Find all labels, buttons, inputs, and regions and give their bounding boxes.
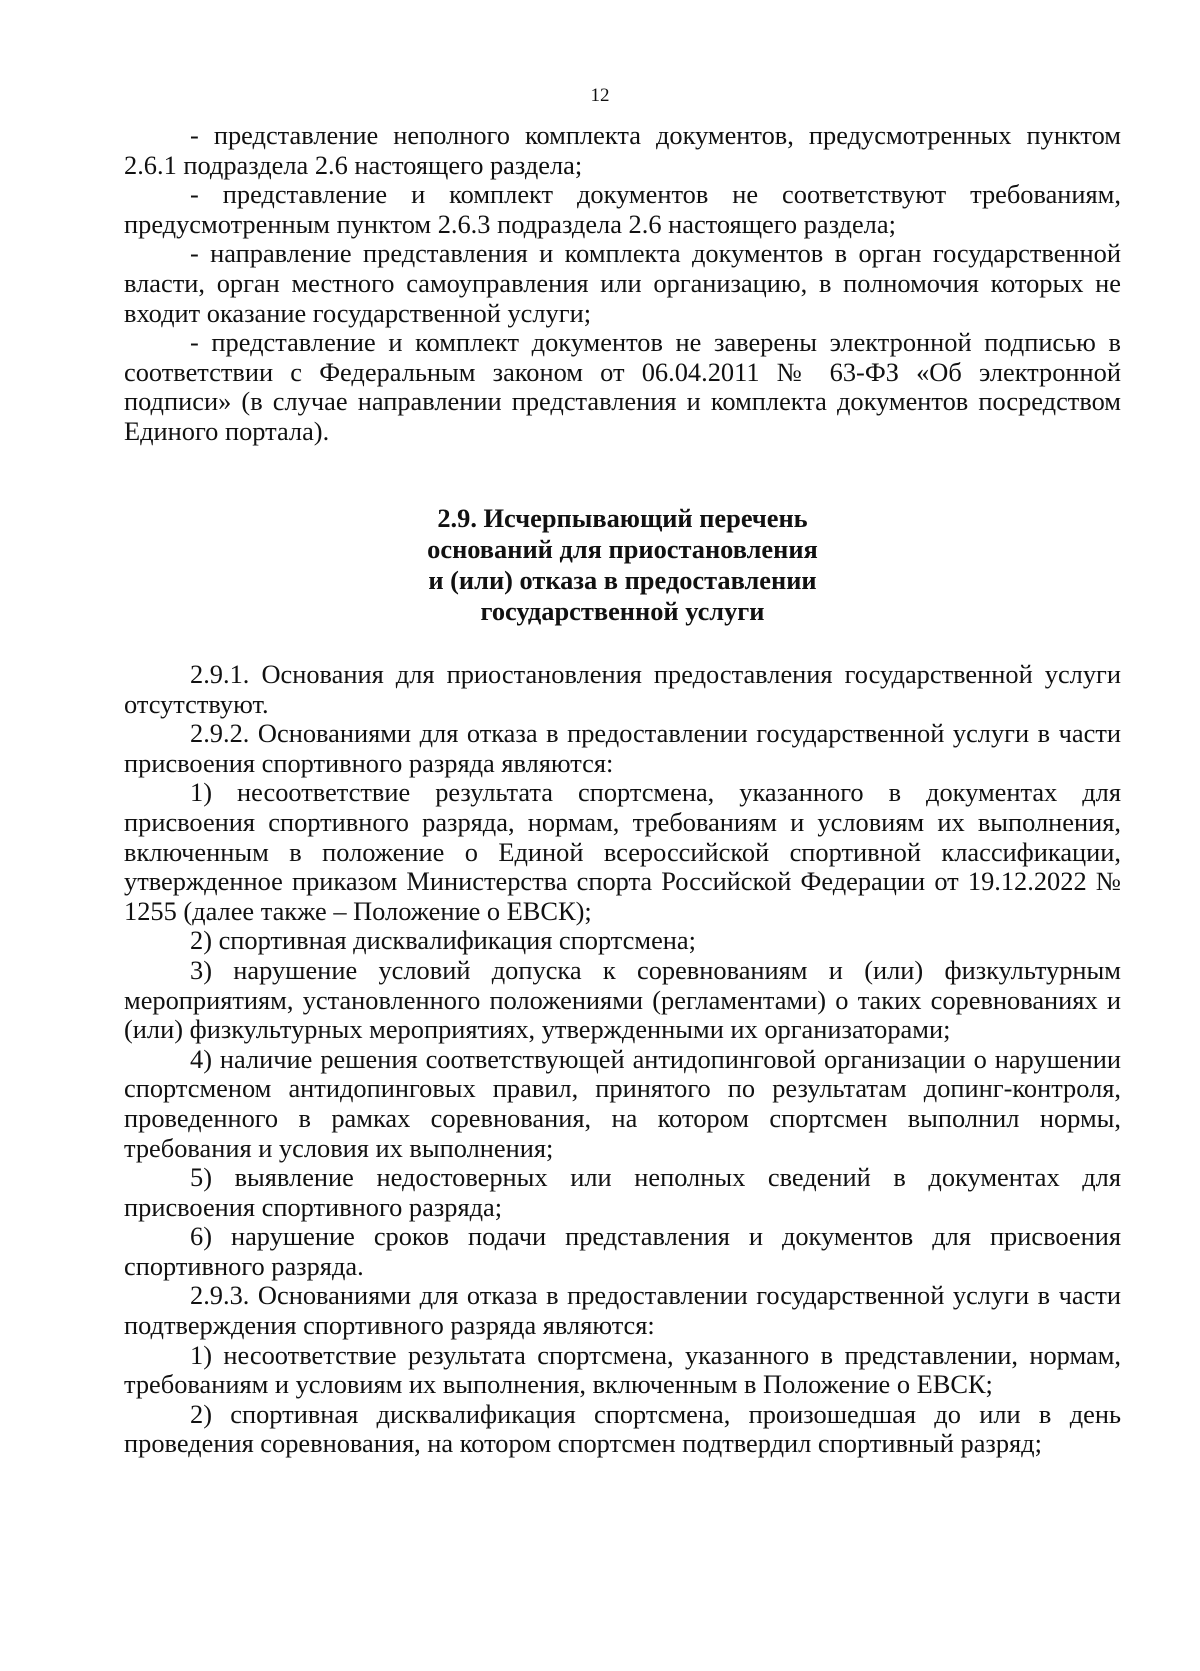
heading-line: оснований для приостановления	[427, 534, 818, 564]
heading-line: государственной услуги	[480, 596, 765, 626]
clause-2-9-2: 2.9.2. Основаниями для отказа в предоставлении государственной услуги в части присвоения спортивного разряда являются:	[124, 718, 1121, 778]
list-item: 2) спортивная дисквалификация спортсмена;	[190, 925, 696, 956]
clause-2-9-3: 2.9.3. Основаниями для отказа в предоставлении государственной услуги в части подтверждения спортивного разряда являются:	[124, 1280, 1121, 1341]
page-number: 12	[590, 85, 610, 106]
list-item: 3) нарушение условий допуска к соревнованиям и (или) физкультурным мероприятиям, установленного положениями (регламентами) о таких соревнованиях и (или) физкультурных мероприятиях, утвержденными их организаторами;	[124, 954, 1121, 1045]
grounds-list-continuation	[124, 121, 1121, 447]
section-heading	[124, 503, 1121, 627]
list-item: 5) выявление недостоверных или неполных сведений в документах для присвоения спортивного разряда;	[124, 1162, 1121, 1222]
list-item: 2) спортивная дисквалификация спортсмена, произошедшая до или в день проведения соревнования, на котором спортсмен подтвердил спортивный разряд;	[124, 1398, 1121, 1459]
list-item: - направление представления и комплекта документов в орган государственной власти, орган местного самоуправления или организацию, в полномочия которых не входит оказание государственной услуги;	[124, 238, 1121, 328]
heading-line: и (или) отказа в предоставлении	[428, 565, 817, 595]
list-item: - представление и комплект документов не заверены электронной подписью в соответствии с Федеральным законом от 06.04.2011 № 63-ФЗ «Об электронной подписи» (в случае направлении представления и комплекта документов посредством Единого портала).	[124, 327, 1121, 446]
heading-line: 2.9. Исчерпывающий перечень	[437, 503, 808, 533]
list-item: 1) несоответствие результата спортсмена, указанного в представлении, нормам, требованиям и условиям их выполнения, включенным в Положение о ЕВСК;	[124, 1339, 1121, 1400]
list-item: - представление и комплект документов не соответствуют требованиям, предусмотренным пунктом 2.6.3 подраздела 2.6 настоящего раздела;	[124, 179, 1121, 239]
list-item: 4) наличие решения соответствующей антидопинговой организации о нарушении спортсменом антидопинговых правил, принятого по результатам допинг-контроля, проведенного в рамках соревнования, на котором спортсмен выполнил нормы, требования и условия их выполнения;	[124, 1043, 1121, 1163]
list-item: - представление неполного комплекта документов, предусмотренных пунктом 2.6.1 подраздела 2.6 настоящего раздела;	[124, 120, 1121, 180]
list-item: 6) нарушение сроков подачи представления и документов для присвоения спортивного разряда.	[124, 1221, 1121, 1281]
section-body	[124, 660, 1121, 1459]
list-item: 1) несоответствие результата спортсмена, указанного в документах для присвоения спортивного разряда, нормам, требованиям и условиям их выполнения, включенным в положение о Единой всероссийской спортивной классификации, утвержденное приказом Министерства спорта Российской Федерации от 19.12.2022 № 1255 (далее также – Положение о ЕВСК);	[124, 777, 1121, 926]
clause-2-9-1: 2.9.1. Основания для приостановления предоставления государственной услуги отсутствуют.	[124, 659, 1121, 719]
